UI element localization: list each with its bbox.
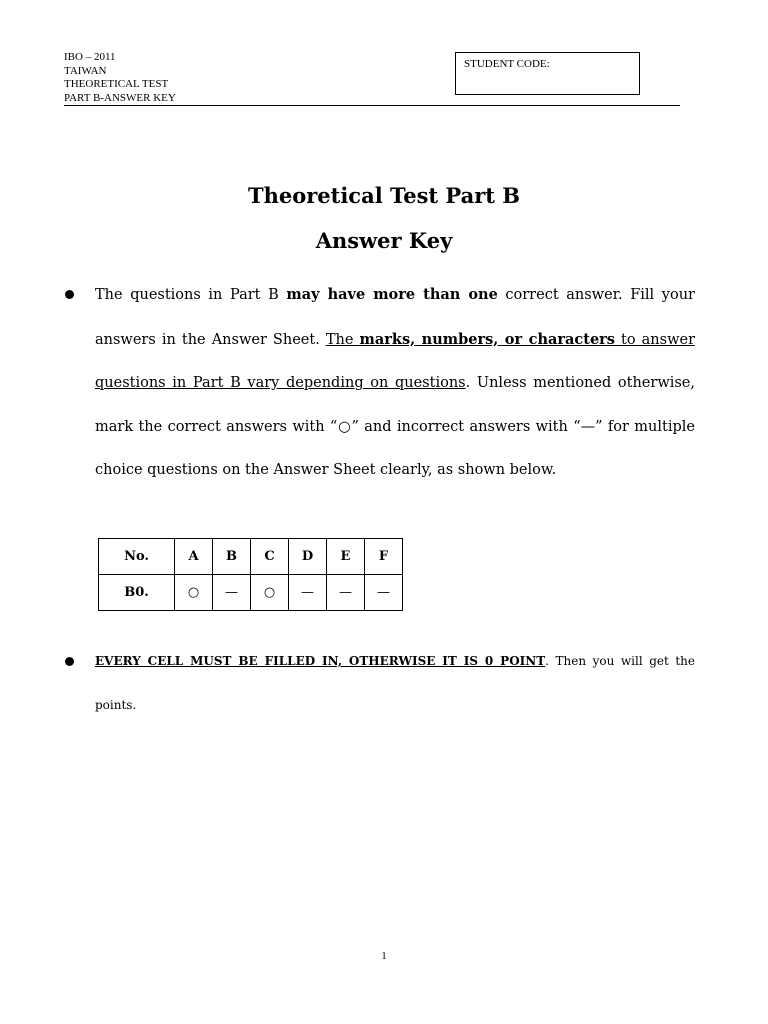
- table-header-cell: A: [175, 539, 213, 575]
- table-cell: —: [213, 575, 251, 611]
- table-cell: —: [289, 575, 327, 611]
- table-header-cell: D: [289, 539, 327, 575]
- table-cell-question: B0.: [99, 575, 175, 611]
- header-line-test: THEORETICAL TEST: [64, 78, 169, 90]
- rule-emphasis: EVERY CELL MUST BE FILLED IN, OTHERWISE IT IS 0 POINT: [95, 654, 546, 668]
- rule-text: . Then you will get the points.: [95, 654, 695, 712]
- instruction-text: The questions in Part B: [95, 287, 287, 303]
- page-subtitle: Answer Key: [315, 228, 453, 253]
- header-line-country: TAIWAN: [64, 64, 107, 77]
- instruction-emphasis: may have more than one: [286, 286, 498, 303]
- table-header-cell: C: [251, 539, 289, 575]
- table-cell: —: [327, 575, 365, 611]
- table-header-cell: B: [213, 539, 251, 575]
- bullet-icon: [65, 290, 74, 299]
- bullet-icon: [65, 657, 74, 666]
- table-header-row: [99, 539, 403, 575]
- page-number: 1: [381, 950, 387, 962]
- header-divider: [64, 105, 680, 106]
- instruction-text: to answer questions in Part B vary depending on questions: [95, 331, 696, 391]
- student-code-box[interactable]: [455, 52, 640, 95]
- table-header-cell: No.: [99, 539, 175, 575]
- table-cell: ○: [251, 575, 289, 611]
- page-title: Theoretical Test Part B: [247, 183, 521, 208]
- instruction-text: correct answer. Fill your answers in the Answer Sheet.: [95, 287, 695, 348]
- header-line-ibo: IBO – 2011: [64, 51, 116, 63]
- instruction-paragraph: [95, 273, 695, 493]
- table-row: [99, 575, 403, 611]
- instruction-emphasis: marks, numbers, or characters: [359, 330, 615, 348]
- header-line-part: PART B-ANSWER KEY: [64, 91, 176, 104]
- instruction-text: The: [325, 331, 360, 348]
- table-cell: ○: [175, 575, 213, 611]
- example-answer-table: [98, 538, 403, 611]
- table-header-cell: F: [365, 539, 403, 575]
- rule-paragraph: [95, 640, 695, 727]
- student-code-label: STUDENT CODE:: [464, 58, 550, 70]
- instruction-text: . Unless mentioned otherwise, mark the correct answers with “○” and incorrect answers with “—” for multiple choice questions on the Answer Sheet clearly, as shown below.: [95, 375, 695, 478]
- table-header-cell: E: [327, 539, 365, 575]
- table-cell: —: [365, 575, 403, 611]
- document-header: [64, 51, 176, 105]
